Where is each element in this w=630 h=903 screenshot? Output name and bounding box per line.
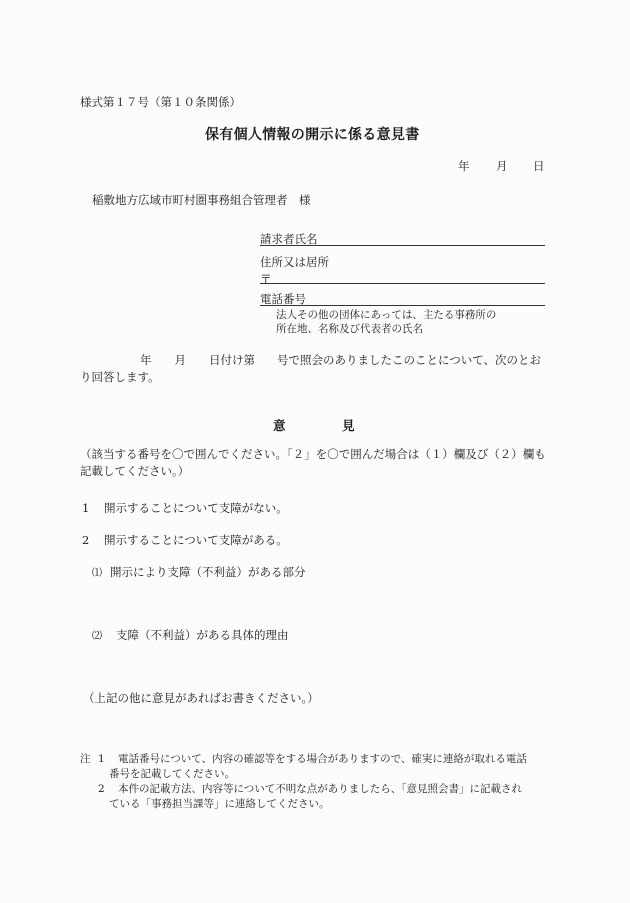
- option-2-text: 開示することについて支障がある。: [104, 533, 288, 547]
- postal-mark: 〒: [260, 272, 272, 286]
- other-opinion-prompt: （上記の他に意見があればお書きください。）: [83, 691, 319, 705]
- corporate-note-line2: 所在地、名称及び代表者の氏名: [276, 323, 423, 335]
- intro-rest: 号で照会のありましたこのことについて、次のとおり回答します。: [80, 353, 542, 384]
- option-1-text: 開示することについて支障がない。: [104, 501, 288, 515]
- notes: [80, 752, 560, 812]
- option-2[interactable]: [82, 532, 288, 548]
- sub-item-1-text: 開示により支障（不利益）がある部分: [110, 565, 306, 579]
- note-1-line1: 電話番号について、内容の確認等をする場合がありますので、確実に連絡が取れる電話: [118, 753, 527, 765]
- requester-name-field[interactable]: [260, 231, 545, 246]
- sub-item-2-number: ⑵: [92, 631, 102, 642]
- intro-month: 月: [174, 353, 186, 367]
- note-item-1: [80, 752, 560, 767]
- option-1[interactable]: [82, 500, 288, 516]
- requester-phone-label: 電話番号: [260, 292, 306, 306]
- opinion-instruction: （該当する番号を〇で囲んでください。「２」を〇で囲んだ場合は（１）欄及び（２）欄も記載してください。）: [80, 447, 546, 478]
- date-day-label: 日: [533, 159, 545, 173]
- addressee: 稲敷地方広域市町村圏事務組合管理者 様: [92, 193, 311, 207]
- page-title: 保有個人情報の開示に係る意見書: [205, 127, 420, 143]
- corporate-note-line1: 法人その他の団体にあっては、主たる事務所の: [276, 309, 497, 321]
- opinion-heading-2: 見: [342, 418, 355, 433]
- notes-label: 注: [80, 753, 91, 765]
- opinion-heading-1: 意: [273, 418, 286, 433]
- option-2-number: 2: [82, 533, 90, 547]
- date-month-label: 月: [496, 159, 508, 173]
- note-item-2: [80, 782, 560, 797]
- corporate-note: [276, 308, 536, 336]
- requester-phone-field[interactable]: [260, 291, 545, 306]
- sub-item-2-text: 支障（不利益）がある具体的理由: [116, 628, 289, 642]
- date-year-label: 年: [458, 159, 470, 173]
- sub-item-1: [92, 564, 306, 580]
- note-2-line1: 本件の記載方法、内容等について不明な点がありましたら、「意見照会書」に記載され: [118, 783, 523, 795]
- option-1-number: 1: [82, 501, 90, 515]
- sub-item-1-number: ⑴: [92, 568, 102, 579]
- form-number: 様式第１７号（第１０条関係）: [80, 95, 241, 109]
- requester-name-label: 請求者氏名: [260, 232, 318, 246]
- intro-day-text: 日付け第: [209, 353, 255, 367]
- note-1-line2: 番号を記載してください。: [109, 768, 235, 780]
- intro-paragraph: [80, 352, 550, 386]
- requester-address-label: 住所又は居所: [260, 255, 329, 269]
- requester-address-field[interactable]: [260, 254, 545, 284]
- note-2-number: 2: [98, 783, 105, 795]
- intro-year: 年: [140, 353, 152, 367]
- sub-item-2: [92, 627, 289, 643]
- note-1-number: 1: [98, 753, 105, 765]
- note-2-line2: ている「事務担当課等」に連絡してください。: [109, 798, 330, 810]
